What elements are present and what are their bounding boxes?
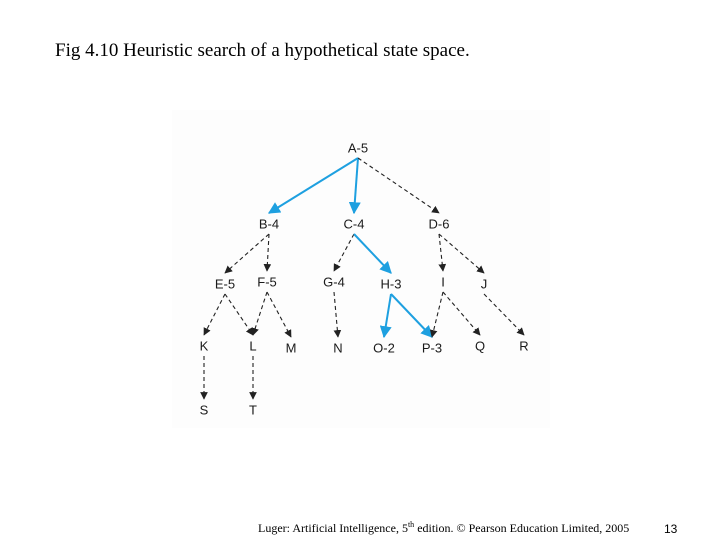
edge-e-k [204, 294, 225, 335]
node-q: Q [474, 338, 486, 354]
node-p: P-3 [421, 340, 443, 356]
node-f: F-5 [257, 274, 277, 290]
edge-b-f [267, 234, 269, 271]
edge-i-q [443, 292, 480, 335]
edge-a-b [269, 158, 358, 213]
footer-prefix: Luger: Artificial Intelligence, 5 [258, 521, 408, 535]
node-c: C-4 [343, 216, 365, 232]
edge-h-o [384, 294, 391, 337]
node-o: O-2 [373, 340, 395, 356]
node-a: A-5 [347, 140, 369, 156]
edge-c-h [354, 234, 391, 273]
edge-c-g [334, 234, 354, 271]
node-r: R [519, 338, 529, 354]
node-m: M [285, 340, 297, 356]
edge-f-l [253, 292, 267, 335]
node-e: E-5 [214, 276, 236, 292]
footer-citation [258, 520, 629, 536]
node-g: G-4 [323, 274, 345, 290]
edge-h-p [391, 294, 432, 337]
edges-layer [204, 158, 524, 399]
node-d: D-6 [428, 216, 450, 232]
edge-j-r [484, 294, 524, 335]
edge-b-e [225, 234, 269, 273]
edge-e-l [225, 294, 253, 335]
edge-g-n [334, 292, 338, 337]
search-tree-svg [172, 110, 550, 428]
node-h: H-3 [380, 276, 402, 292]
node-i: I [441, 274, 445, 290]
node-b: B-4 [258, 216, 280, 232]
state-space-diagram [172, 110, 550, 428]
edge-a-d [358, 158, 439, 213]
footer-suffix: edition. © Pearson Education Limited, 2005 [414, 521, 630, 535]
figure-title: Fig 4.10 Heuristic search of a hypothetical state space. [55, 40, 470, 61]
nodes-layer [200, 141, 529, 418]
node-l: L [249, 338, 257, 354]
edge-f-m [267, 292, 291, 337]
node-t: T [249, 402, 257, 418]
edge-i-p [432, 292, 443, 337]
edge-a-c [354, 158, 358, 213]
page-number: 13 [664, 522, 678, 536]
edge-d-j [439, 234, 484, 273]
edge-d-i [439, 234, 443, 271]
node-s: S [199, 402, 209, 418]
node-j: J [480, 276, 488, 292]
footer-superscript: th [407, 520, 415, 529]
node-k: K [199, 338, 209, 354]
node-n: N [333, 340, 343, 356]
